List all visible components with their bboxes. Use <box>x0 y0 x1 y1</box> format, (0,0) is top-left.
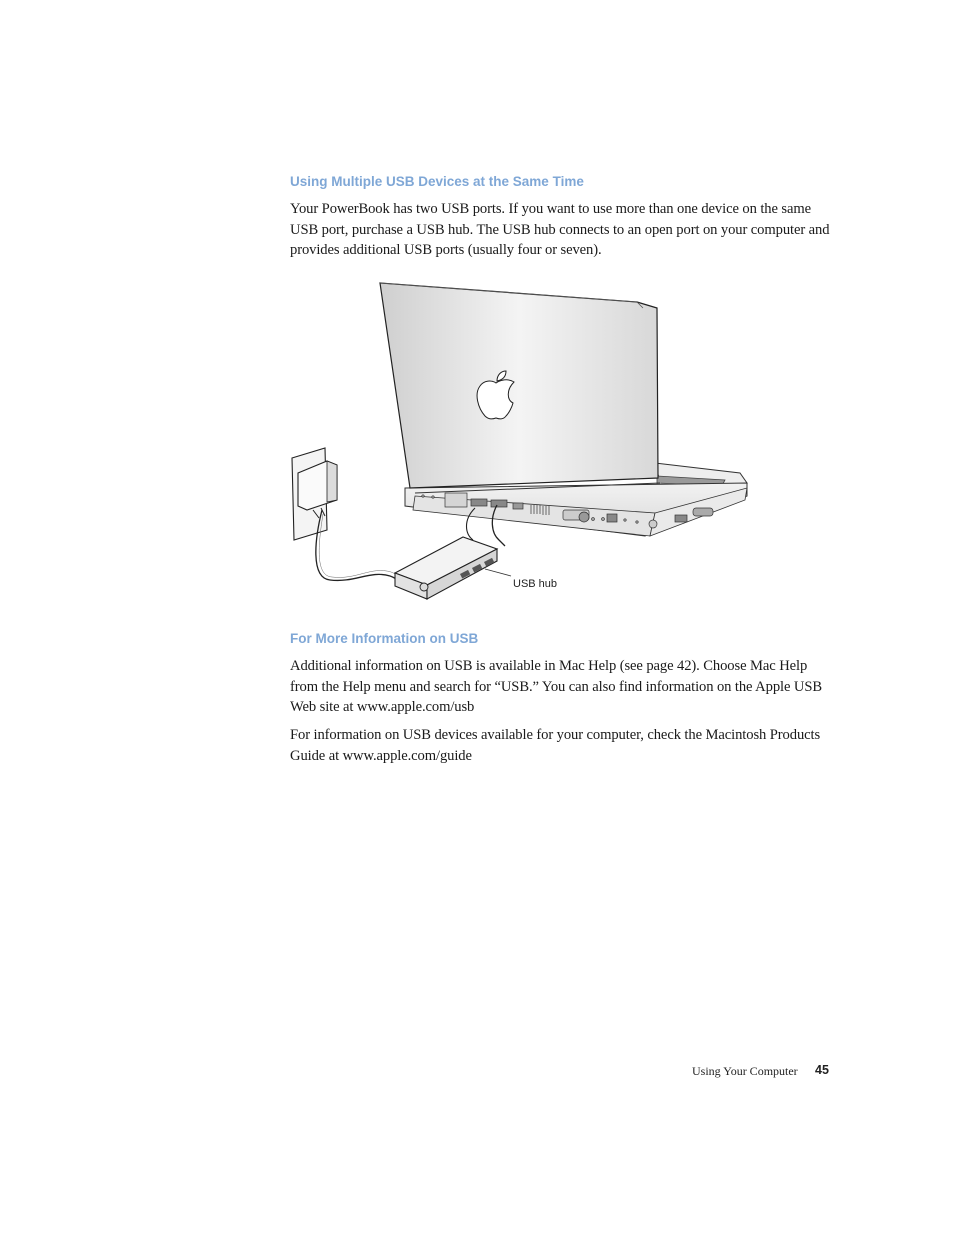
usb-hub-label: USB hub <box>513 578 558 590</box>
section-heading-multiple-usb: Using Multiple USB Devices at the Same Time <box>290 174 584 189</box>
wall-outlet <box>292 448 337 540</box>
footer-page-number: 45 <box>815 1063 829 1077</box>
section-heading-more-info: For More Information on USB <box>290 631 479 646</box>
footer-chapter-title: Using Your Computer <box>692 1064 798 1078</box>
section-body-multiple-usb: Your PowerBook has two USB ports. If you want to use more than one device on the same USB port, purchase a USB hub. The USB hub connects to an open port on your computer and provides additional USB ports (usually four or seven). <box>290 201 830 258</box>
usb-hub-callout-line <box>485 569 511 576</box>
powerbook-usb-hub-illustration <box>285 278 755 608</box>
section-body-more-info-1: Additional information on USB is available in Mac Help (see page 42). Choose Mac Help from the Help menu and search for “USB.” You can also find information on the Apple USB Web site at www.apple.com/usb <box>290 658 822 715</box>
laptop-lid <box>380 283 660 493</box>
usb-hub <box>395 537 497 599</box>
section-body-more-info-2: For information on USB devices available for your computer, check the Macintosh Products Guide at www.apple.com/guide <box>290 727 821 764</box>
